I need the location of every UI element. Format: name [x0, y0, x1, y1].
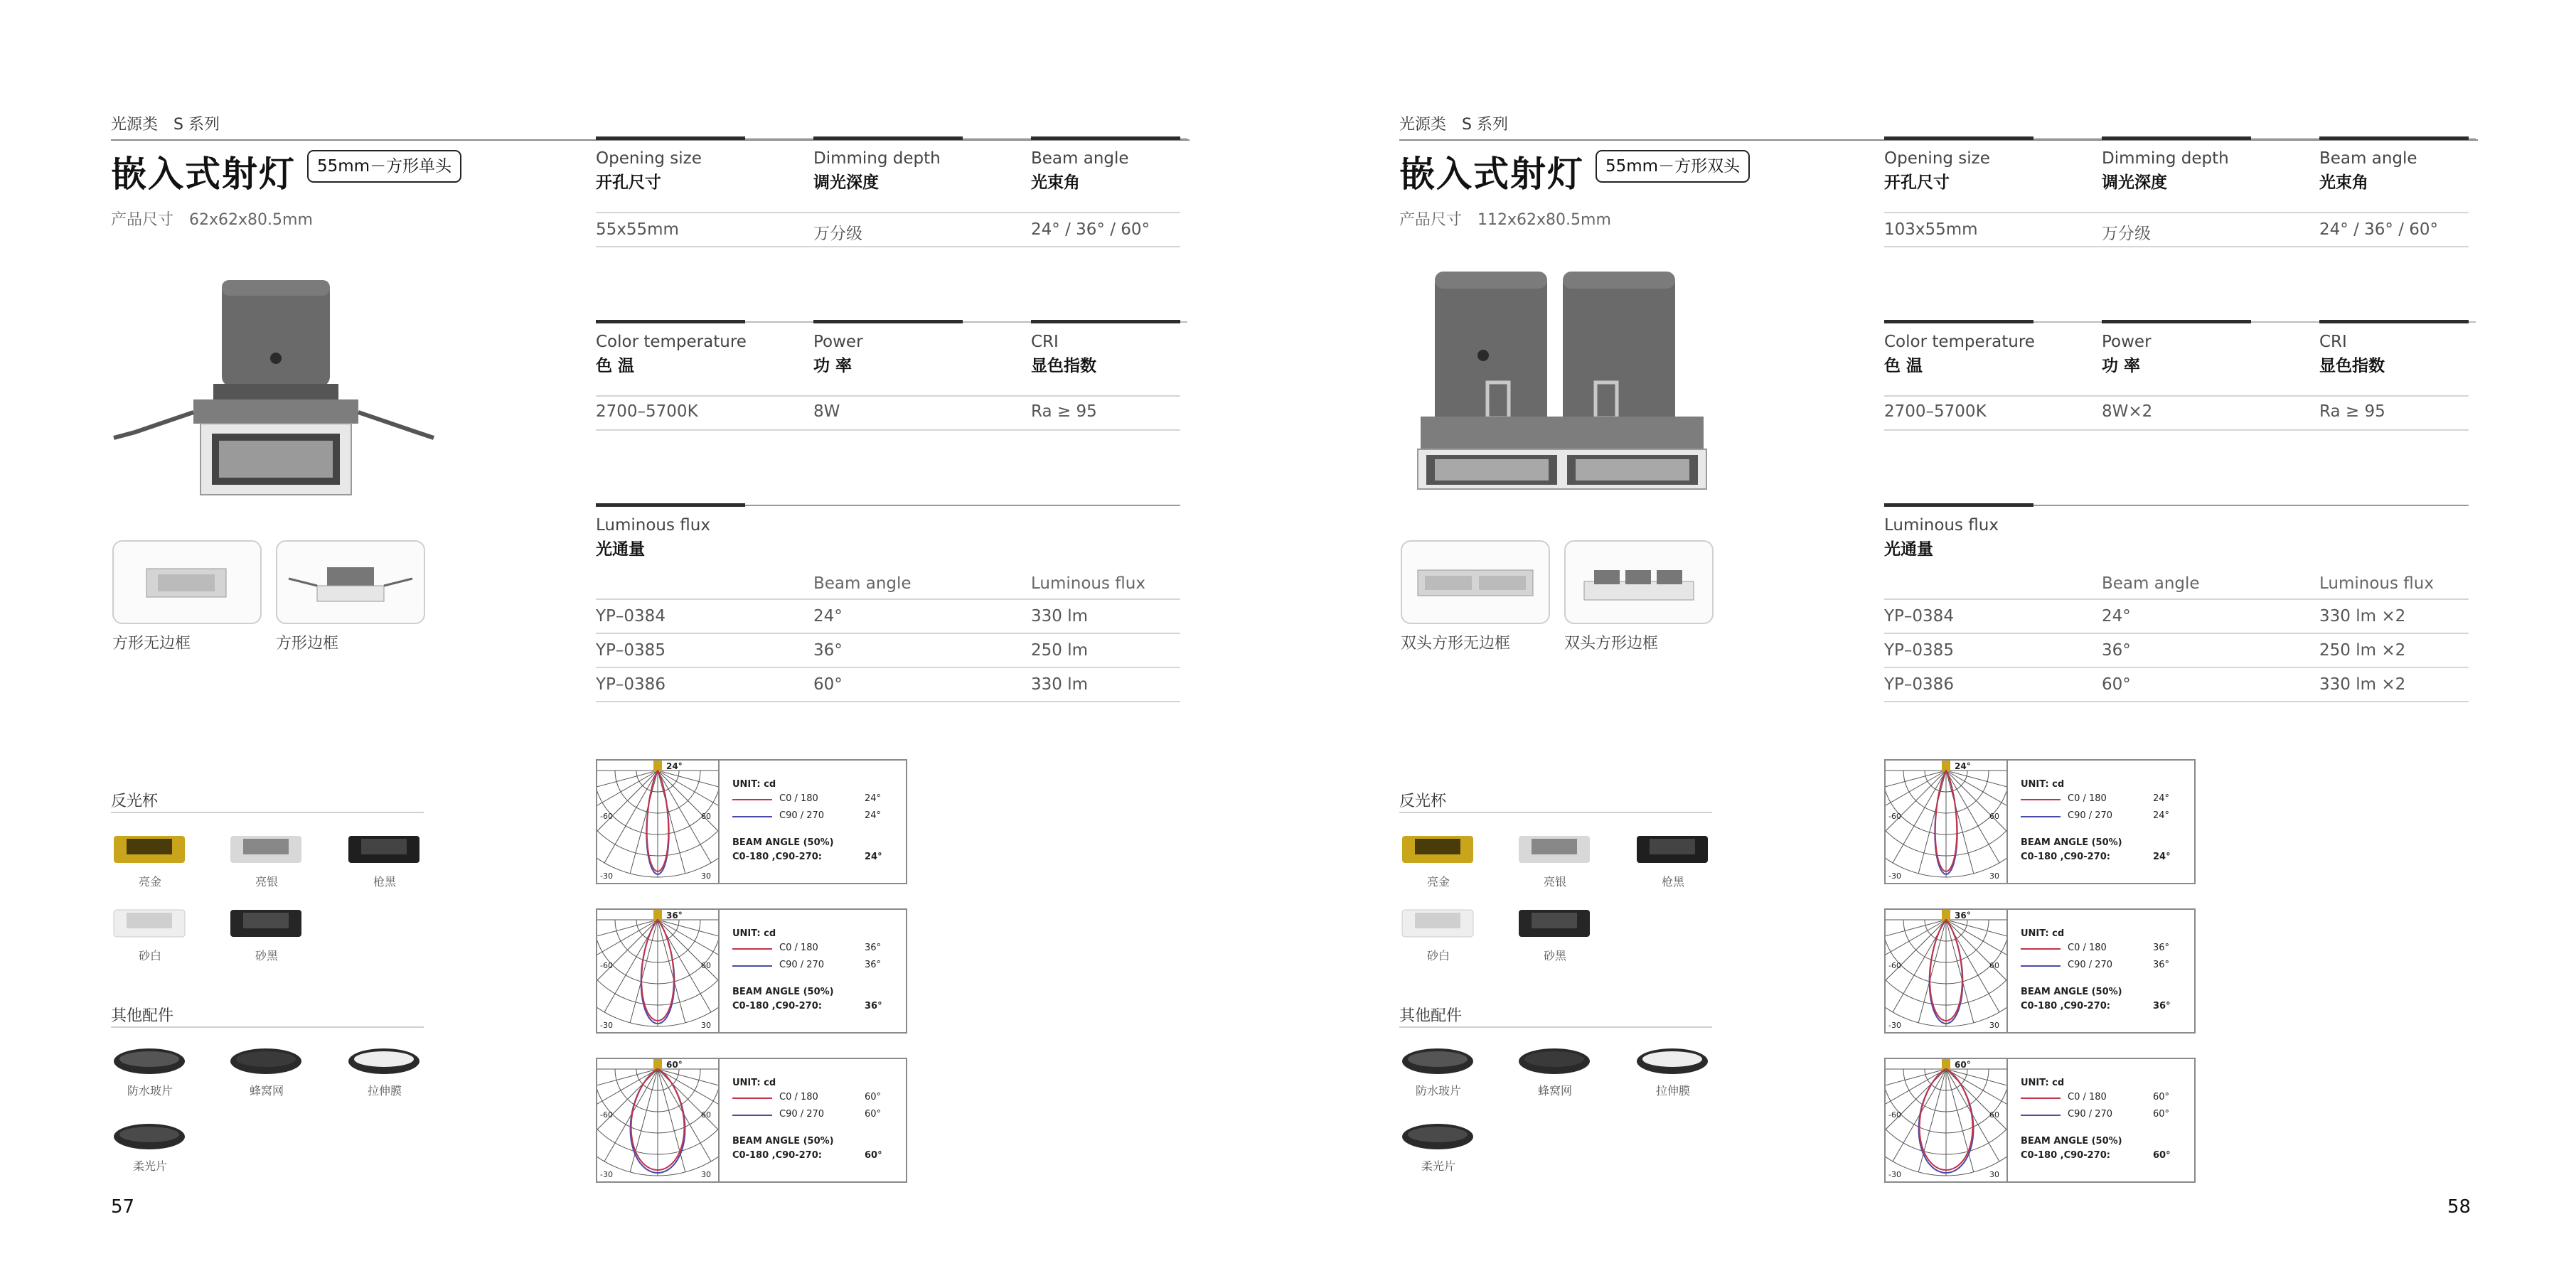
spec-value: 55x55mm	[596, 220, 679, 239]
diffuser-icon[interactable]	[1399, 1120, 1477, 1153]
c0-value: 60°	[865, 1092, 882, 1102]
row-divider	[1884, 667, 2469, 668]
category-label: 光源类 S 系列	[1399, 116, 1508, 134]
flux-angle: 24°	[813, 607, 843, 626]
c0-value: 24°	[865, 793, 882, 804]
flux-value: 250 lm	[1031, 641, 1089, 660]
spec-col-rule	[596, 320, 745, 323]
photometric-chart	[596, 1058, 907, 1183]
c0-label: C0 / 180	[779, 793, 818, 804]
spec-col-rule	[2102, 320, 2251, 323]
swatch-caption: 亮银	[255, 875, 278, 889]
row-divider	[1884, 212, 2469, 213]
honeycomb-icon[interactable]	[1516, 1045, 1594, 1078]
c90-legend-line	[732, 1115, 772, 1116]
swatch-caption: 枪黑	[373, 875, 396, 889]
beam-angle-value: 60°	[865, 1150, 882, 1161]
swatch-caption: 亮银	[1543, 875, 1566, 889]
beam-angle-title: BEAM ANGLE (50%)	[732, 987, 834, 997]
photometric-chart	[1884, 908, 2196, 1034]
spec-col-rule	[1884, 136, 2033, 140]
polar-tick-label: 30	[701, 871, 711, 881]
polar-grid-ray	[630, 771, 658, 874]
flux-value: 330 lm	[1031, 607, 1089, 626]
polar-grid-ray	[658, 771, 685, 874]
reflector-heading: 反光杯	[1399, 793, 1447, 810]
c0-value: 36°	[2153, 943, 2170, 953]
flux-model: YP–0385	[1884, 641, 1954, 660]
photometric-chart	[1884, 1058, 2196, 1183]
c90-legend-line	[2021, 816, 2061, 817]
flux-value: 330 lm ×2	[2319, 607, 2406, 626]
beam-angle-label: 24°	[1955, 761, 1971, 771]
polar-grid-ray	[1946, 771, 1974, 874]
polar-grid-ray	[1886, 771, 1946, 798]
reflector-gold-icon[interactable]	[111, 827, 189, 870]
spec-col-rule	[1031, 320, 1180, 323]
stretch-film-icon[interactable]	[1634, 1045, 1712, 1078]
polar-tick-label: 60	[1989, 1110, 1999, 1120]
flux-model: YP–0385	[596, 641, 666, 660]
polar-tick-label: -30	[1888, 1170, 1901, 1179]
spec-label-en: Power	[813, 333, 863, 351]
c0-value: 24°	[2153, 793, 2170, 804]
flux-value: 330 lm	[1031, 675, 1089, 694]
reflector-sand-white-icon[interactable]	[111, 901, 189, 944]
c90-value: 24°	[865, 810, 882, 821]
spec-label-zh: 开孔尺寸	[596, 173, 661, 192]
flux-angle: 60°	[813, 675, 843, 694]
diffuser-icon[interactable]	[111, 1120, 189, 1153]
swatch-caption: 柔光片	[132, 1159, 167, 1173]
flux-angle: 60°	[2102, 675, 2131, 694]
reflector-heading: 反光杯	[111, 793, 159, 810]
thumb-frameless[interactable]	[112, 540, 262, 624]
beam-angle-label: 24°	[666, 761, 683, 771]
spec-label-en: Dimming depth	[2102, 149, 2229, 168]
beam-angle-label: 36°	[1955, 911, 1971, 921]
swatch-caption: 蜂窝网	[1537, 1084, 1572, 1098]
section-rule	[1399, 812, 1712, 813]
spec-value: 万分级	[813, 225, 862, 243]
stretch-film-icon[interactable]	[346, 1045, 424, 1078]
catalog-page-58	[1288, 0, 2576, 1288]
beam-angle-label: 60°	[1955, 1060, 1971, 1070]
spec-col-rule	[2319, 320, 2469, 323]
beam-angle-label: 36°	[666, 911, 683, 921]
flux-label-en: Luminous flux	[596, 516, 710, 535]
polar-grid-ray	[1886, 920, 1946, 948]
spec-label-en: Power	[2102, 333, 2152, 351]
row-divider	[1884, 395, 2469, 397]
polar-grid-ray	[658, 920, 718, 948]
product-title: 嵌入式射灯	[1399, 154, 1584, 195]
swatch-caption: 亮金	[1426, 875, 1450, 889]
spec-col-rule	[813, 136, 963, 140]
polar-plot	[597, 1059, 718, 1181]
chart-unit: UNIT: cd	[732, 928, 776, 939]
spec-value: 24° / 36° / 60°	[1031, 220, 1150, 239]
flux-model: YP–0386	[596, 675, 666, 694]
polar-tick-label: 30	[1989, 1170, 1999, 1179]
product-variant-badge: 55mm－方形单头	[307, 150, 461, 183]
c0-label: C0 / 180	[2068, 793, 2107, 804]
spec-label-zh: 光束角	[1031, 173, 1080, 192]
polar-grid-ray	[658, 1069, 718, 1097]
flux-label-zh: 光通量	[1884, 540, 1933, 559]
c0-legend-line	[732, 1098, 772, 1099]
swatch-caption: 砂黑	[255, 949, 278, 962]
row-divider	[596, 395, 1180, 397]
polar-tick-label: -60	[1888, 1110, 1901, 1120]
spec-label-zh: 色 温	[1884, 357, 1923, 375]
beam-angle-title: BEAM ANGLE (50%)	[732, 837, 834, 848]
c0-value: 36°	[865, 943, 882, 953]
page-number: 57	[111, 1196, 135, 1218]
row-divider	[596, 701, 1180, 702]
spec-value: 8W×2	[2102, 402, 2153, 421]
c0-label: C0 / 180	[2068, 1092, 2107, 1102]
c90-legend-line	[2021, 965, 2061, 967]
polar-tick-label: -30	[600, 871, 613, 881]
reflector-silver-icon[interactable]	[1516, 827, 1594, 870]
product-variant-badge: 55mm－方形双头	[1596, 150, 1750, 183]
spec-label-zh: 显色指数	[1031, 357, 1096, 375]
polar-grid-ray	[658, 771, 718, 798]
product-size: 产品尺寸 112x62x80.5mm	[1399, 211, 1611, 229]
polar-tick-label: 30	[1989, 871, 1999, 881]
polar-grid-ray	[597, 1069, 658, 1097]
flux-label-zh: 光通量	[596, 540, 645, 559]
spec-value: 8W	[813, 402, 840, 421]
thumb-framed[interactable]	[276, 540, 425, 624]
spec-label-en: CRI	[1031, 333, 1059, 351]
c90-legend-line	[2021, 1115, 2061, 1116]
spec-label-en: Opening size	[596, 149, 702, 168]
flux-value: 330 lm ×2	[2319, 675, 2406, 694]
beam-angle-title: BEAM ANGLE (50%)	[732, 1136, 834, 1147]
spec-value: Ra ≥ 95	[2319, 402, 2385, 421]
thumb-caption: 双头方形无边框	[1401, 635, 1511, 653]
flux-model: YP–0386	[1884, 675, 1954, 694]
flux-col-header: Luminous flux	[1031, 574, 1145, 593]
flux-col-header: Beam angle	[813, 574, 912, 593]
c90-label: C90 / 270	[2068, 960, 2113, 970]
waterproof-glass-icon[interactable]	[111, 1045, 189, 1078]
page-number: 58	[2447, 1196, 2471, 1218]
spec-col-rule	[813, 320, 963, 323]
polar-tick-label: 60	[1989, 812, 1999, 821]
polar-grid-ray	[630, 1069, 658, 1172]
spec-label-en: Color temperature	[1884, 333, 2035, 351]
spec-value: Ra ≥ 95	[1031, 402, 1097, 421]
flux-label-en: Luminous flux	[1884, 516, 1999, 535]
thumb-framed-double[interactable]	[1564, 540, 1714, 624]
chart-unit: UNIT: cd	[732, 779, 776, 790]
swatch-caption: 防水玻片	[1415, 1084, 1461, 1098]
flux-angle: 36°	[2102, 641, 2131, 660]
spec-label-zh: 显色指数	[2319, 357, 2385, 375]
polar-tick-label: 30	[1989, 1021, 1999, 1030]
beam-angle-title: BEAM ANGLE (50%)	[2021, 987, 2122, 997]
c90-value: 36°	[2153, 960, 2170, 970]
spec-label-en: CRI	[2319, 333, 2347, 351]
c0-legend-line	[2021, 799, 2061, 800]
polar-plot	[1886, 910, 2006, 1032]
beam-angle-sub: C0-180 ,C90-270:	[2021, 852, 2110, 862]
swatch-caption: 亮金	[138, 875, 161, 889]
spec-value: 2700–5700K	[596, 402, 698, 421]
beam-angle-value: 24°	[865, 852, 882, 862]
row-divider	[1884, 599, 2469, 600]
flux-value: 250 lm ×2	[2319, 641, 2406, 660]
beam-angle-title: BEAM ANGLE (50%)	[2021, 1136, 2122, 1147]
polar-grid-ray	[1946, 771, 2006, 798]
spec-label-en: Dimming depth	[813, 149, 941, 168]
polar-grid-ray	[1946, 1069, 1974, 1172]
row-divider	[1884, 246, 2469, 247]
flux-angle: 24°	[2102, 607, 2131, 626]
polar-tick-label: 30	[701, 1021, 711, 1030]
spec-col-rule	[596, 503, 745, 507]
beam-angle-sub: C0-180 ,C90-270:	[2021, 1001, 2110, 1011]
photometric-chart	[596, 759, 907, 884]
c90-label: C90 / 270	[779, 810, 825, 821]
c90-value: 36°	[865, 960, 882, 970]
photometric-chart	[1884, 759, 2196, 884]
category-label: 光源类 S 系列	[111, 116, 220, 134]
chart-unit: UNIT: cd	[2021, 1078, 2065, 1088]
polar-plot	[1886, 1059, 2006, 1181]
polar-tick-label: 60	[701, 812, 711, 821]
thumb-caption: 双头方形边框	[1564, 635, 1659, 653]
polar-grid-ray	[658, 1069, 685, 1172]
polar-tick-label: -30	[1888, 1021, 1901, 1030]
polar-tick-label: -30	[600, 1170, 613, 1179]
spec-label-en: Beam angle	[1031, 149, 1129, 168]
spec-label-zh: 色 温	[596, 357, 635, 375]
c90-legend-line	[732, 816, 772, 817]
flux-model: YP–0384	[1884, 607, 1954, 626]
row-divider	[596, 667, 1180, 668]
polar-tick-label: -60	[600, 812, 613, 821]
polar-plot	[597, 910, 718, 1032]
polar-tick-label: -60	[600, 1110, 613, 1120]
honeycomb-icon[interactable]	[228, 1045, 306, 1078]
c90-value: 60°	[2153, 1109, 2170, 1120]
polar-grid-ray	[597, 920, 658, 948]
accessories-heading: 其他配件	[111, 1007, 174, 1025]
swatch-caption: 拉伸膜	[1655, 1084, 1690, 1098]
product-title: 嵌入式射灯	[111, 154, 296, 195]
reflector-gold-icon[interactable]	[1399, 827, 1477, 870]
c90-label: C90 / 270	[779, 960, 825, 970]
reflector-silver-icon[interactable]	[228, 827, 306, 870]
chart-unit: UNIT: cd	[2021, 928, 2065, 939]
spec-label-zh: 功 率	[813, 357, 853, 375]
spec-label-zh: 光束角	[2319, 173, 2368, 192]
spec-col-rule	[2319, 136, 2469, 140]
c0-label: C0 / 180	[2068, 943, 2107, 953]
swatch-caption: 砂白	[1426, 949, 1450, 962]
flux-col-header: Beam angle	[2102, 574, 2200, 593]
c0-legend-line	[2021, 1098, 2061, 1099]
spec-label-zh: 开孔尺寸	[1884, 173, 1950, 192]
swatch-caption: 防水玻片	[127, 1084, 173, 1098]
row-divider	[596, 599, 1180, 600]
spec-col-rule	[1031, 136, 1180, 140]
chart-unit: UNIT: cd	[2021, 779, 2065, 790]
row-divider	[1884, 633, 2469, 634]
spec-label-en: Opening size	[1884, 149, 1990, 168]
c0-legend-line	[732, 799, 772, 800]
polar-grid-ray	[1918, 771, 1946, 874]
spec-value: 2700–5700K	[1884, 402, 1987, 421]
polar-tick-label: -30	[600, 1021, 613, 1030]
spec-label-en: Color temperature	[596, 333, 747, 351]
polar-tick-label: -60	[1888, 961, 1901, 970]
spec-value: 万分级	[2102, 225, 2151, 243]
product-image-single	[107, 270, 441, 505]
c0-value: 60°	[2153, 1092, 2170, 1102]
beam-angle-value: 60°	[2153, 1150, 2171, 1161]
polar-grid-ray	[597, 771, 658, 798]
spec-col-rule	[1884, 320, 2033, 323]
c0-label: C0 / 180	[779, 943, 818, 953]
row-divider	[1884, 429, 2469, 431]
c90-value: 24°	[2153, 810, 2170, 821]
row-divider	[596, 633, 1180, 634]
spec-label-zh: 调光深度	[813, 173, 879, 192]
section-rule	[111, 812, 424, 813]
c0-label: C0 / 180	[779, 1092, 818, 1102]
reflector-sand-white-icon[interactable]	[1399, 901, 1477, 944]
polar-plot	[1886, 761, 2006, 883]
c0-legend-line	[2021, 948, 2061, 950]
product-image-double	[1395, 263, 1736, 512]
swatch-caption: 拉伸膜	[367, 1084, 402, 1098]
spec-col-rule	[1884, 503, 2033, 507]
product-size: 产品尺寸 62x62x80.5mm	[111, 211, 313, 229]
polar-grid-ray	[1946, 920, 2006, 948]
spec-label-zh: 调光深度	[2102, 173, 2167, 192]
spec-label-zh: 功 率	[2102, 357, 2141, 375]
swatch-caption: 蜂窝网	[249, 1084, 284, 1098]
polar-grid-ray	[1886, 1069, 1946, 1097]
reflector-black-icon[interactable]	[346, 827, 424, 870]
beam-angle-value: 36°	[865, 1001, 882, 1011]
section-rule	[1399, 1026, 1712, 1028]
thumb-frameless-double[interactable]	[1401, 540, 1550, 624]
polar-tick-label: 60	[701, 961, 711, 970]
beam-angle-value: 24°	[2153, 852, 2171, 862]
polar-tick-label: 60	[1989, 961, 1999, 970]
thumb-caption: 方形无边框	[112, 635, 191, 653]
polar-plot	[597, 761, 718, 883]
reflector-sand-black-icon[interactable]	[1516, 901, 1594, 944]
swatch-caption: 枪黑	[1661, 875, 1684, 889]
row-divider	[1884, 701, 2469, 702]
beam-angle-sub: C0-180 ,C90-270:	[2021, 1150, 2110, 1161]
flux-col-header: Luminous flux	[2319, 574, 2434, 593]
beam-angle-title: BEAM ANGLE (50%)	[2021, 837, 2122, 848]
photometric-chart	[596, 908, 907, 1034]
spec-value: 24° / 36° / 60°	[2319, 220, 2439, 239]
polar-grid-ray	[1946, 1069, 2006, 1097]
accessories-heading: 其他配件	[1399, 1007, 1463, 1025]
c90-label: C90 / 270	[779, 1109, 825, 1120]
swatch-caption: 柔光片	[1421, 1159, 1455, 1173]
c90-label: C90 / 270	[2068, 810, 2113, 821]
c90-value: 60°	[865, 1109, 882, 1120]
row-divider	[596, 429, 1180, 431]
spec-label-en: Beam angle	[2319, 149, 2417, 168]
polar-tick-label: -30	[1888, 871, 1901, 881]
waterproof-glass-icon[interactable]	[1399, 1045, 1477, 1078]
beam-angle-sub: C0-180 ,C90-270:	[732, 852, 822, 862]
c90-legend-line	[732, 965, 772, 967]
row-divider	[596, 246, 1180, 247]
spec-col-rule	[2102, 136, 2251, 140]
reflector-black-icon[interactable]	[1634, 827, 1712, 870]
c90-label: C90 / 270	[2068, 1109, 2113, 1120]
polar-tick-label: 30	[701, 1170, 711, 1179]
flux-angle: 36°	[813, 641, 843, 660]
beam-angle-value: 36°	[2153, 1001, 2171, 1011]
thumb-caption: 方形边框	[276, 635, 339, 653]
c0-legend-line	[732, 948, 772, 950]
spec-value: 103x55mm	[1884, 220, 1978, 239]
swatch-caption: 砂白	[138, 949, 161, 962]
spec-col-rule	[596, 136, 745, 140]
polar-grid-ray	[1918, 1069, 1946, 1172]
beam-angle-sub: C0-180 ,C90-270:	[732, 1001, 822, 1011]
flux-model: YP–0384	[596, 607, 666, 626]
row-divider	[596, 212, 1180, 213]
section-rule	[111, 1026, 424, 1028]
polar-tick-label: -60	[1888, 812, 1901, 821]
swatch-caption: 砂黑	[1543, 949, 1566, 962]
polar-tick-label: -60	[600, 961, 613, 970]
reflector-sand-black-icon[interactable]	[228, 901, 306, 944]
chart-unit: UNIT: cd	[732, 1078, 776, 1088]
polar-tick-label: 60	[701, 1110, 711, 1120]
beam-angle-sub: C0-180 ,C90-270:	[732, 1150, 822, 1161]
beam-angle-label: 60°	[666, 1060, 683, 1070]
